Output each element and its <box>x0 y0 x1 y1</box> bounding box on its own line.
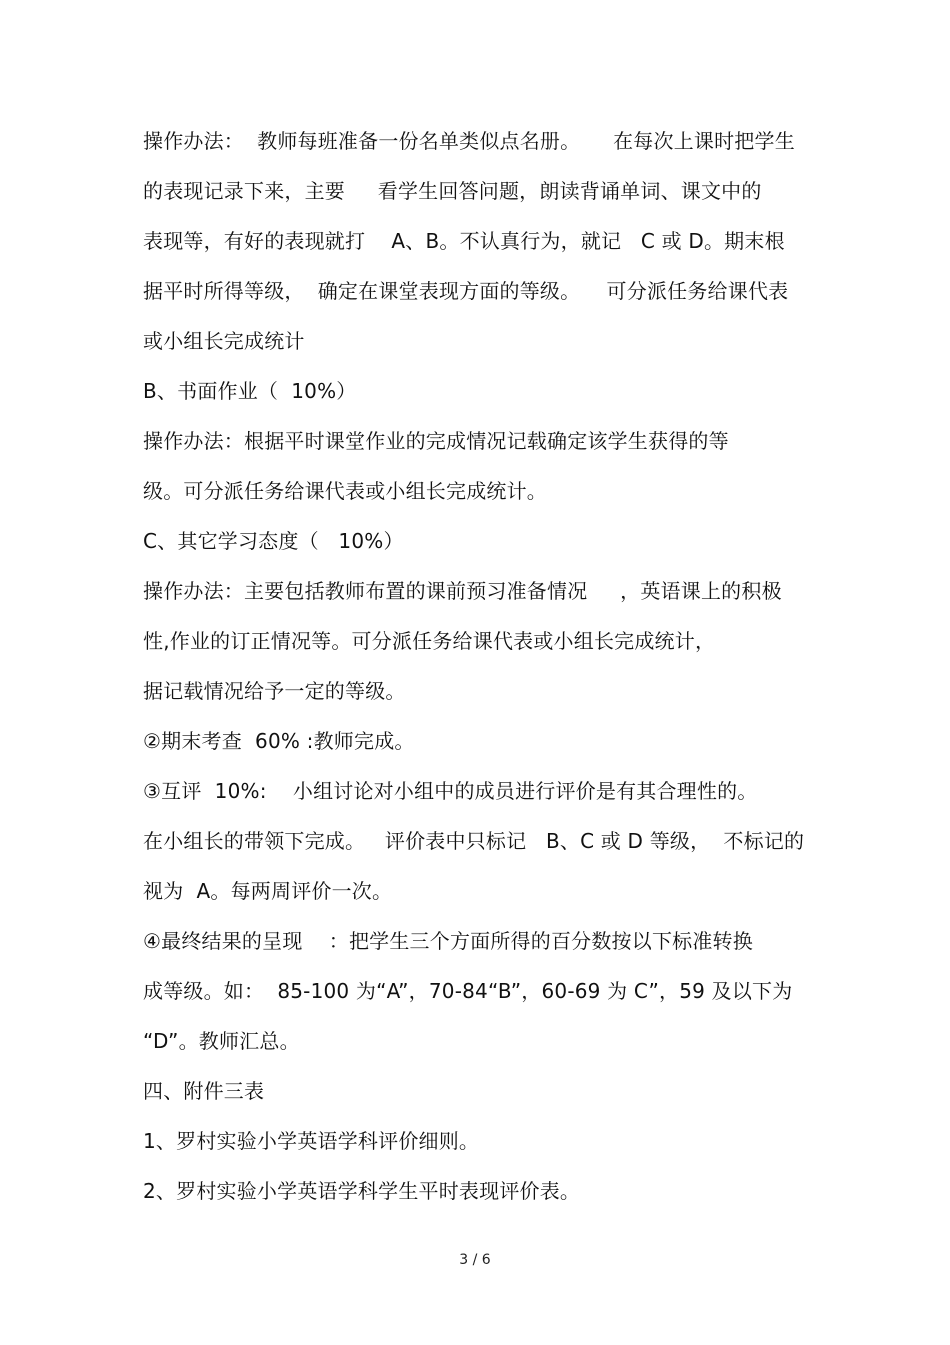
section-heading-appendix: 四、附件三表 <box>143 1079 265 1103</box>
text-line-16: 视为 A。每两周评价一次。 <box>143 879 393 903</box>
page-number: 3 / 6 <box>459 1252 491 1268</box>
text-line-5: 或小组长完成统计 <box>143 329 305 353</box>
item-final-exam: ②期末考查 60% :教师完成。 <box>143 729 415 753</box>
text-line-19: “D”。教师汇总。 <box>143 1029 300 1053</box>
text-line-15: 在小组长的带领下完成。 评价表中只标记 B、C 或 D 等级， 不标记的 <box>143 829 805 853</box>
section-heading-c: C、其它学习态度（ 10%） <box>143 529 404 553</box>
text-line-4: 据平时所得等级， 确定在课堂表现方面的等级。 可分派任务给课代表 <box>143 279 789 303</box>
text-line-8: 级。可分派任务给课代表或小组长完成统计。 <box>143 479 547 503</box>
text-line-12: 据记载情况给予一定的等级。 <box>143 679 406 703</box>
text-line-18: 成等级。如： 85-100 为“A”，70-84“B”，60-69 为 C”，59 及以下为 <box>143 979 793 1003</box>
text-line-3: 表现等，有好的表现就打 A、B。不认真行为，就记 C 或 D。期末根 <box>143 229 785 253</box>
text-line-10: 操作办法：主要包括教师布置的课前预习准备情况 ，英语课上的积极 <box>143 579 782 603</box>
section-heading-b: B、书面作业（ 10%） <box>143 379 357 403</box>
appendix-item-2: 2、罗村实验小学英语学科学生平时表现评价表。 <box>143 1179 581 1203</box>
text-line-11: 性,作业的订正情况等。可分派任务给课代表或小组长完成统计， <box>143 629 716 653</box>
item-peer-review: ③互评 10%: 小组讨论对小组中的成员进行评价是有其合理性的。 <box>143 779 758 803</box>
appendix-item-1: 1、罗村实验小学英语学科评价细则。 <box>143 1129 480 1153</box>
text-line-2: 的表现记录下来，主要 看学生回答问题，朗读背诵单词、课文中的 <box>143 179 762 203</box>
text-line-1: 操作办法： 教师每班准备一份名单类似点名册。 在每次上课时把学生 <box>143 129 795 153</box>
item-final-result: ④最终结果的呈现 ：把学生三个方面所得的百分数按以下标准转换 <box>143 929 753 953</box>
text-line-7: 操作办法：根据平时课堂作业的完成情况记载确定该学生获得的等 <box>143 429 729 453</box>
